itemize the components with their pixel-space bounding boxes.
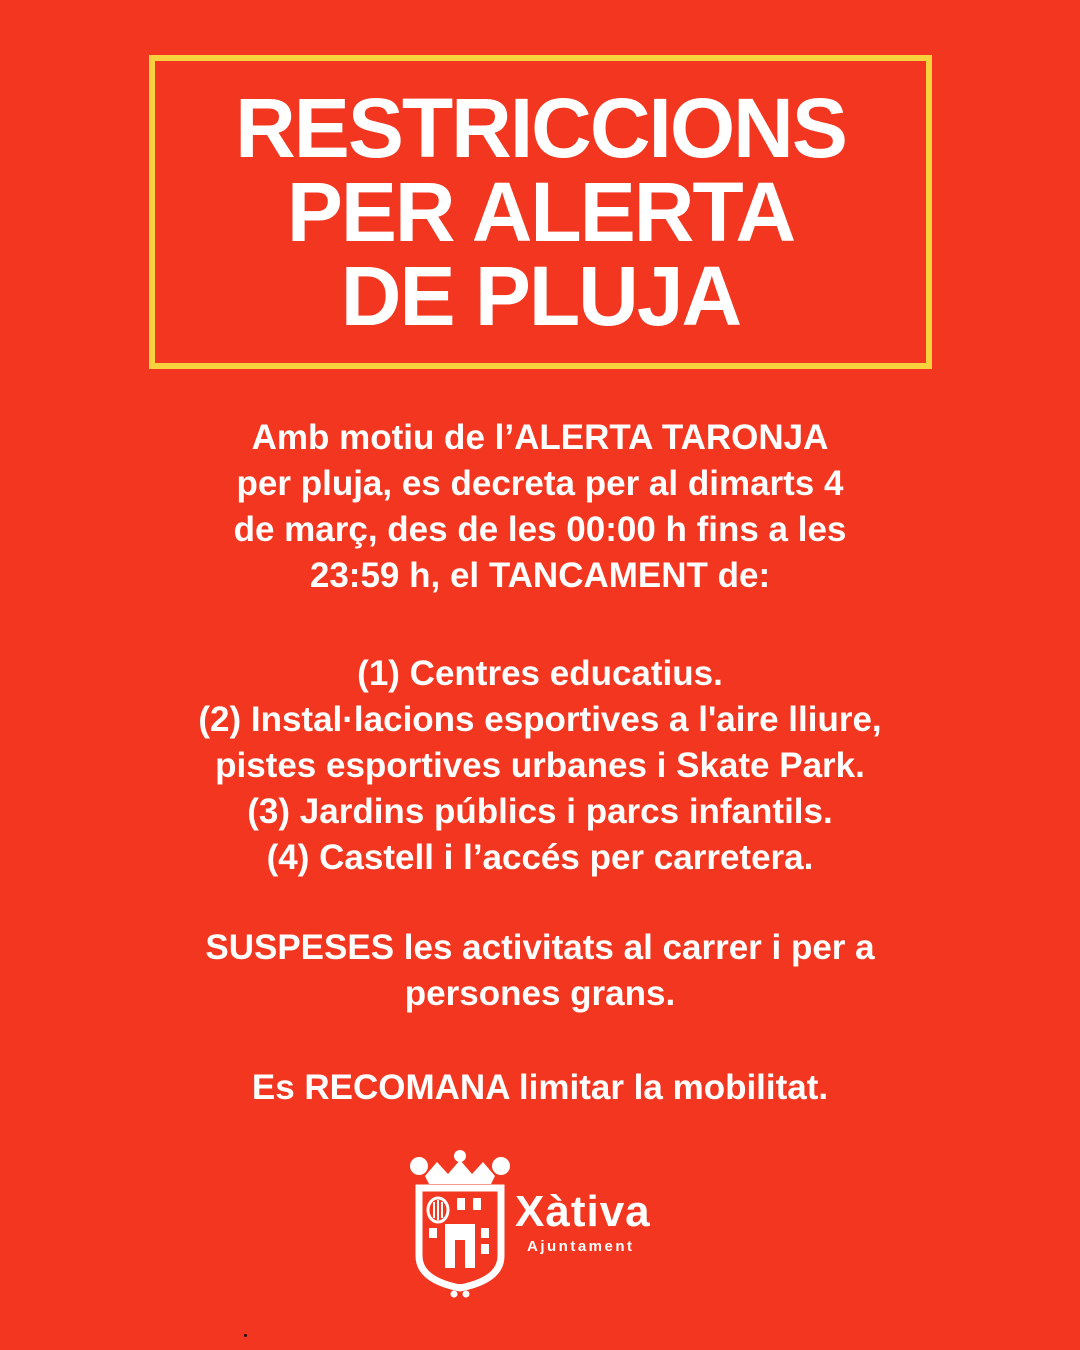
- suspension-line: persones grans.: [404, 974, 676, 1013]
- intro-line: de març, des de les 00:00 h fins a les: [233, 510, 847, 549]
- intro-line: 23:59 h, el TANCAMENT de:: [309, 556, 771, 595]
- title-line-3: DE PLUJA: [340, 249, 741, 343]
- title-line-2: PER ALERTA: [286, 165, 795, 259]
- xativa-logo: [405, 1148, 685, 1298]
- intro-line: Amb motiu de l’ALERTA TARONJA: [251, 418, 829, 457]
- intro-line: per pluja, es decreta per al dimarts 4: [236, 464, 844, 503]
- closure-item: (3) Jardins públics i parcs infantils.: [247, 792, 833, 831]
- suspension-line: SUSPESES les activitats al carrer i per a: [205, 928, 875, 967]
- closure-item: (1) Centres educatius.: [357, 654, 723, 693]
- closure-item: (4) Castell i l’accés per carretera.: [266, 838, 814, 877]
- closure-item: pistes esportives urbanes i Skate Park.: [215, 746, 865, 785]
- recommendation-line: Es RECOMANA limitar la mobilitat.: [251, 1068, 829, 1107]
- title-frame: [149, 55, 932, 369]
- closures-list: [60, 651, 1020, 881]
- recommendation-paragraph: [60, 1065, 1020, 1111]
- logo-name: Xàtiva: [515, 1187, 651, 1236]
- stray-dot: [244, 1334, 247, 1337]
- intro-paragraph: [60, 415, 1020, 599]
- closure-item: (2) Instal·lacions esportives a l'aire lliure,: [198, 700, 882, 739]
- suspension-paragraph: [60, 925, 1020, 1017]
- xativa-crest-icon: [405, 1148, 515, 1298]
- title-line-1: RESTRICCIONS: [235, 81, 846, 175]
- logo-subtitle: Ajuntament: [527, 1238, 635, 1255]
